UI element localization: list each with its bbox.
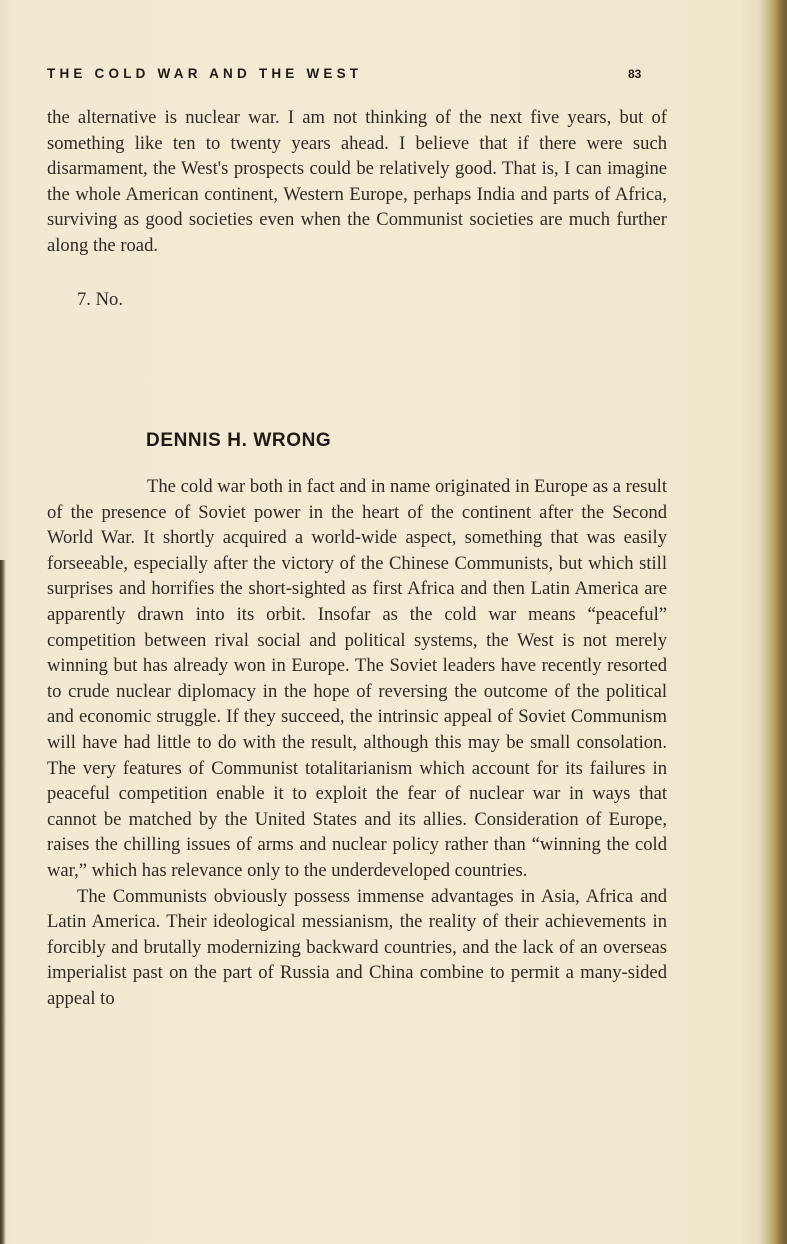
answer-line: 7. No. <box>77 289 123 310</box>
paragraph: the alternative is nuclear war. I am not thinking of the next five years, but of something like ten to twenty years ahead. I believe that if there were such disarmament, the West's prospects could be relatively good. That is, I can imagine the whole American continent, Western Europe, perhaps India and parts of Africa, surviving as good societies even when the Communist societies are much further along the road. <box>47 107 667 256</box>
page-gutter-shadow <box>0 560 6 1244</box>
page-edge <box>759 0 787 1244</box>
author-heading: DENNIS H. WRONG <box>146 430 332 451</box>
paragraph: The Communists obviously possess immense advantages in Asia, Africa and Latin America. Their ideological messianism, the reality of their achievements in forcibly and brutally modernizing backward countries, and the lack of an overseas imperialist past on the part of Russia and China combine to permit a many-sided appeal to <box>47 885 667 1009</box>
paragraph: The cold war both in fact and in name originated in Europe as a result of the presence of Soviet power in the heart of the continent after the Second World War. It shortly acquired a world-wide aspect, something that was easily forseeable, especially after the victory of the Chinese Communists, but which still surprises and horrifies the short-sighted as first Africa and then Latin America are apparently drawn into its orbit. Insofar as the cold war means “peaceful” competition between rival social and political systems, the West is not merely winning but has already won in Europe. The Soviet leaders have recently resorted to crude nuclear diplomacy in the hope of reversing the outcome of the political and economic struggle. If they succeed, the intrinsic appeal of Soviet Communism will have had little to do with the result, although this may be small consolation. The very features of Communist totalitarianism which account for its failures in peaceful competition enable it to exploit the fear of nuclear war in ways that cannot be matched by the United States and its allies. Consideration of Europe, raises the chilling issues of arms and nuclear policy rather than “winning the cold war,” which has relevance only to the underdeveloped countries. <box>47 476 667 881</box>
section-one-body <box>47 105 667 259</box>
running-title: THE COLD WAR AND THE WEST <box>47 66 363 81</box>
page-number: 83 <box>628 67 642 81</box>
section-two-body <box>47 474 667 1011</box>
